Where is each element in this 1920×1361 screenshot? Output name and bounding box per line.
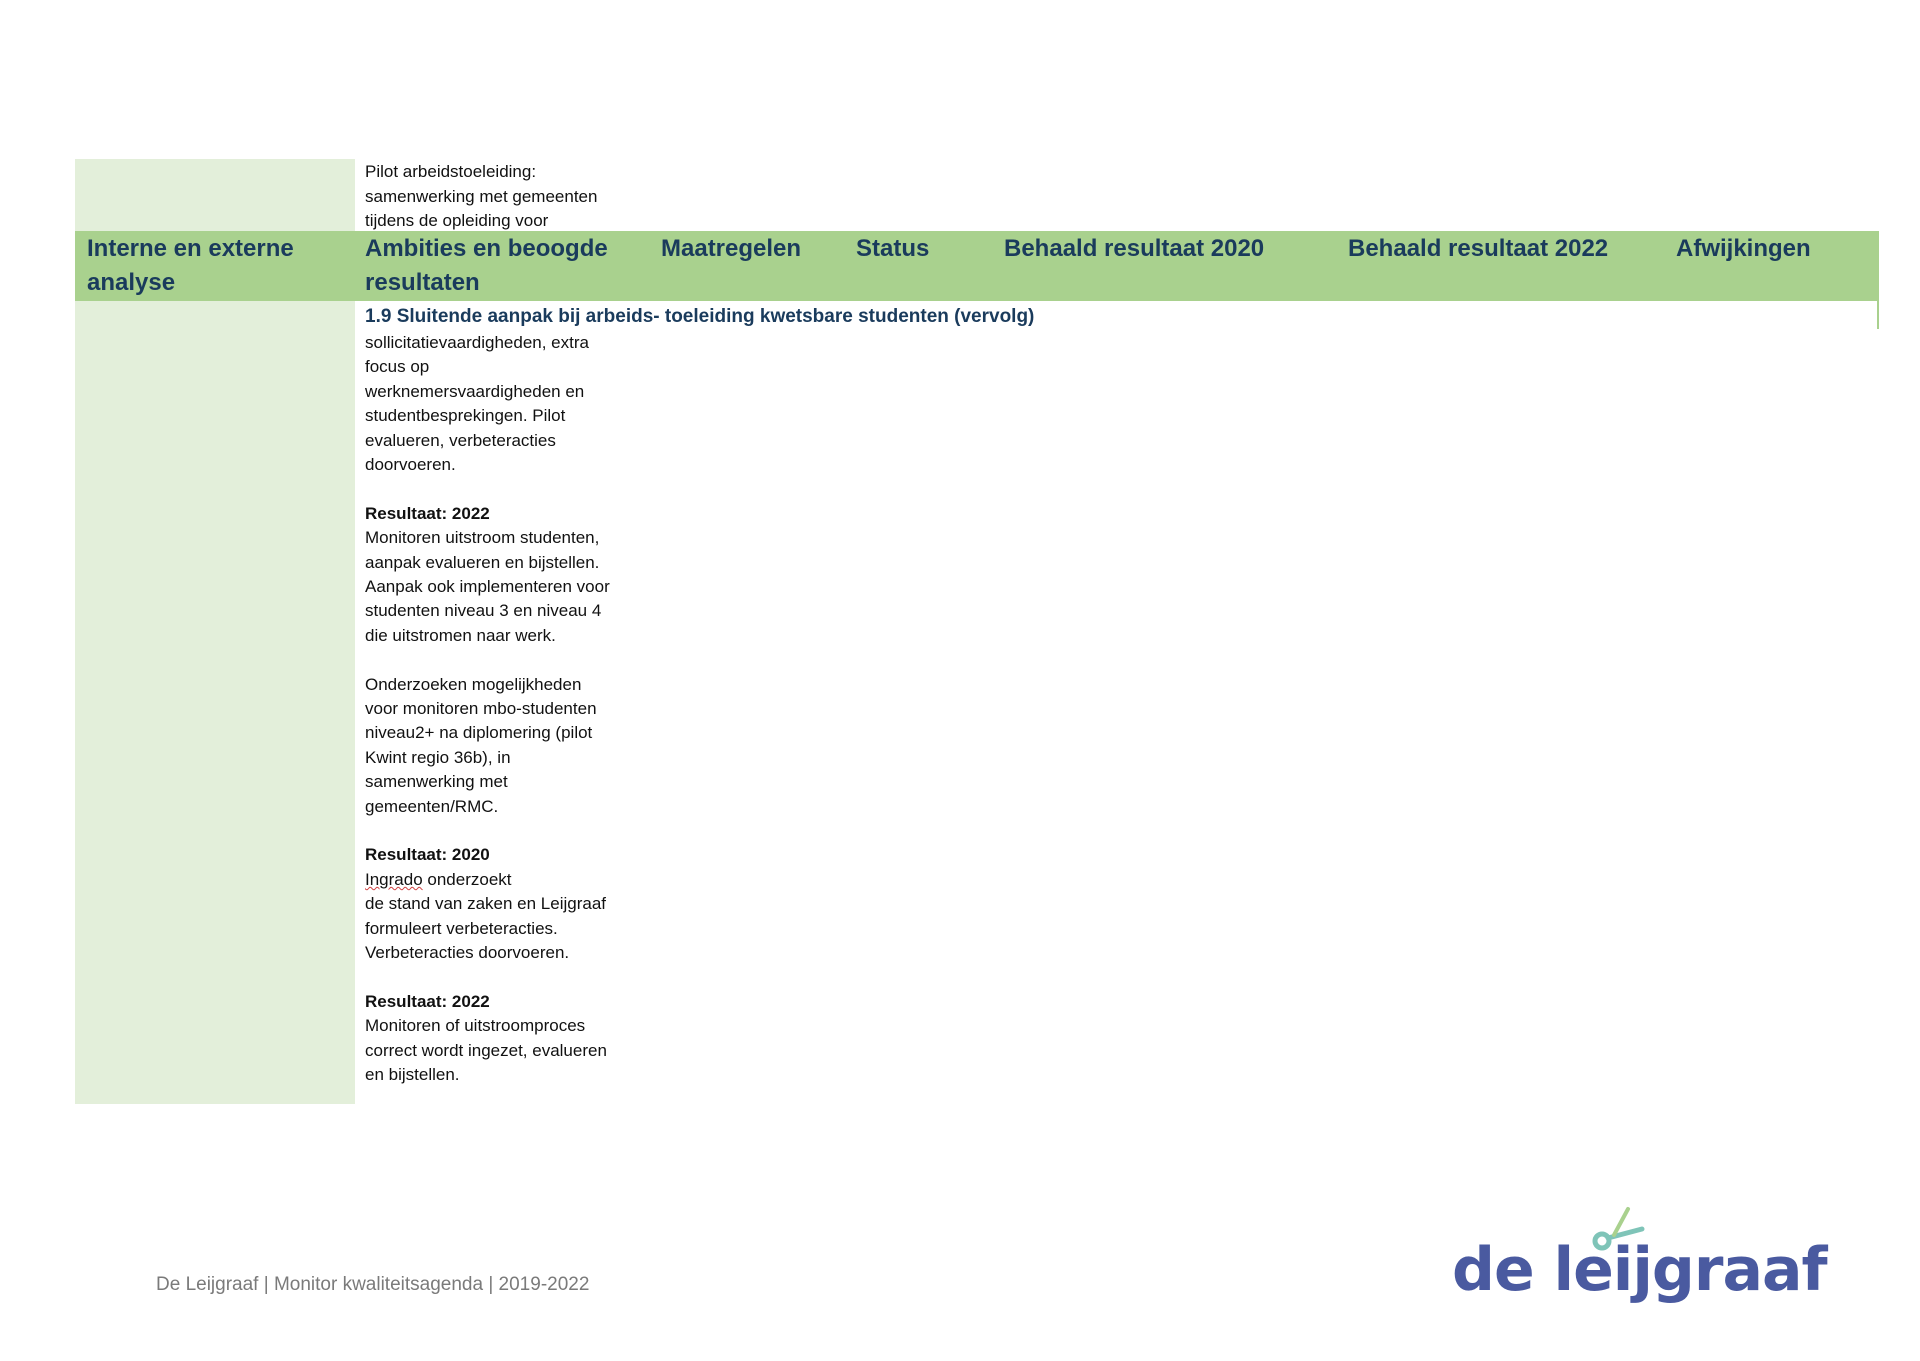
snippet-line: tijdens de opleiding voor <box>365 211 549 230</box>
logo-wordmark: de leijgraaf <box>1452 1235 1827 1305</box>
text-line: studentbesprekingen. Pilot <box>365 406 566 426</box>
text-line: formuleert verbeteracties. <box>365 918 558 938</box>
header-resultaat-2020: Behaald resultaat 2020 <box>1004 235 1265 262</box>
text-line: aanpak evalueren en bijstellen. <box>365 552 600 572</box>
section-title: 1.9 Sluitende aanpak bij arbeids- toeleiding kwetsbare studenten (vervolg) <box>365 306 1035 327</box>
result-label: Resultaat: 2020 <box>365 845 490 865</box>
header-ambities-line: resultaten <box>365 269 480 296</box>
header-ambities <box>365 232 608 300</box>
text-line: focus op <box>365 357 430 377</box>
header-maatregelen: Maatregelen <box>661 235 802 262</box>
text-line: doorvoeren. <box>365 455 456 475</box>
page-footer: De Leijgraaf | Monitor kwaliteitsagenda | 2019-2022 <box>156 1274 590 1295</box>
result-label: Resultaat: 2022 <box>365 503 490 523</box>
text-line: correct wordt ingezet, evalueren <box>365 1040 607 1060</box>
text-line: werknemersvaardigheden en <box>365 381 585 401</box>
text-fragment: onderzoekt <box>422 869 512 889</box>
table-header-row <box>75 231 1879 301</box>
text-line: studenten niveau 3 en niveau 4 <box>365 601 602 621</box>
header-analyse-line: Interne en externe <box>87 235 294 262</box>
table-border <box>1877 301 1879 329</box>
header-resultaat-2022: Behaald resultaat 2022 <box>1348 235 1609 262</box>
text-line: die uitstromen naar werk. <box>365 625 556 645</box>
header-analyse <box>87 232 294 300</box>
text-line: samenwerking met <box>365 772 508 792</box>
spellcheck-word: Ingrado <box>365 869 423 889</box>
text-line: Monitoren of uitstroomproces <box>365 1016 586 1036</box>
leijgraaf-logo <box>1452 1205 1827 1315</box>
text-line: evalueren, verbeteracties <box>365 430 556 450</box>
text-line: en bijstellen. <box>365 1065 460 1085</box>
snippet-line: Pilot arbeidstoeleiding: <box>365 162 537 181</box>
text-line: de stand van zaken en Leijgraaf <box>365 894 607 914</box>
result-2022-block-2 <box>365 990 655 1088</box>
paragraph-2 <box>365 673 655 819</box>
text-line: Monitoren uitstroom studenten, <box>365 528 600 548</box>
text-line: Aanpak ook implementeren voor <box>365 577 610 597</box>
result-label: Resultaat: 2022 <box>365 991 490 1011</box>
text-line: Onderzoeken mogelijkheden <box>365 674 582 694</box>
text-line: niveau2+ na diplomering (pilot <box>365 723 593 743</box>
result-2020-block <box>365 843 655 965</box>
header-afwijkingen: Afwijkingen <box>1676 235 1811 262</box>
text-line: Verbeteracties doorvoeren. <box>365 943 570 963</box>
header-ambities-line: Ambities en beoogde <box>365 235 608 262</box>
header-status: Status <box>856 235 930 262</box>
text-line <box>365 868 655 892</box>
ambities-cell <box>365 331 655 1112</box>
header-analyse-line: analyse <box>87 269 176 296</box>
result-2022-block <box>365 502 655 648</box>
paragraph-1 <box>365 331 655 477</box>
snippet-line: samenwerking met gemeenten <box>365 186 598 206</box>
text-line: Kwint regio 36b), in <box>365 747 511 767</box>
text-line: sollicitatievaardigheden, extra <box>365 333 589 352</box>
text-line: gemeenten/RMC. <box>365 796 499 816</box>
previous-page-snippet <box>365 160 665 234</box>
text-line: voor monitoren mbo-studenten <box>365 699 597 719</box>
